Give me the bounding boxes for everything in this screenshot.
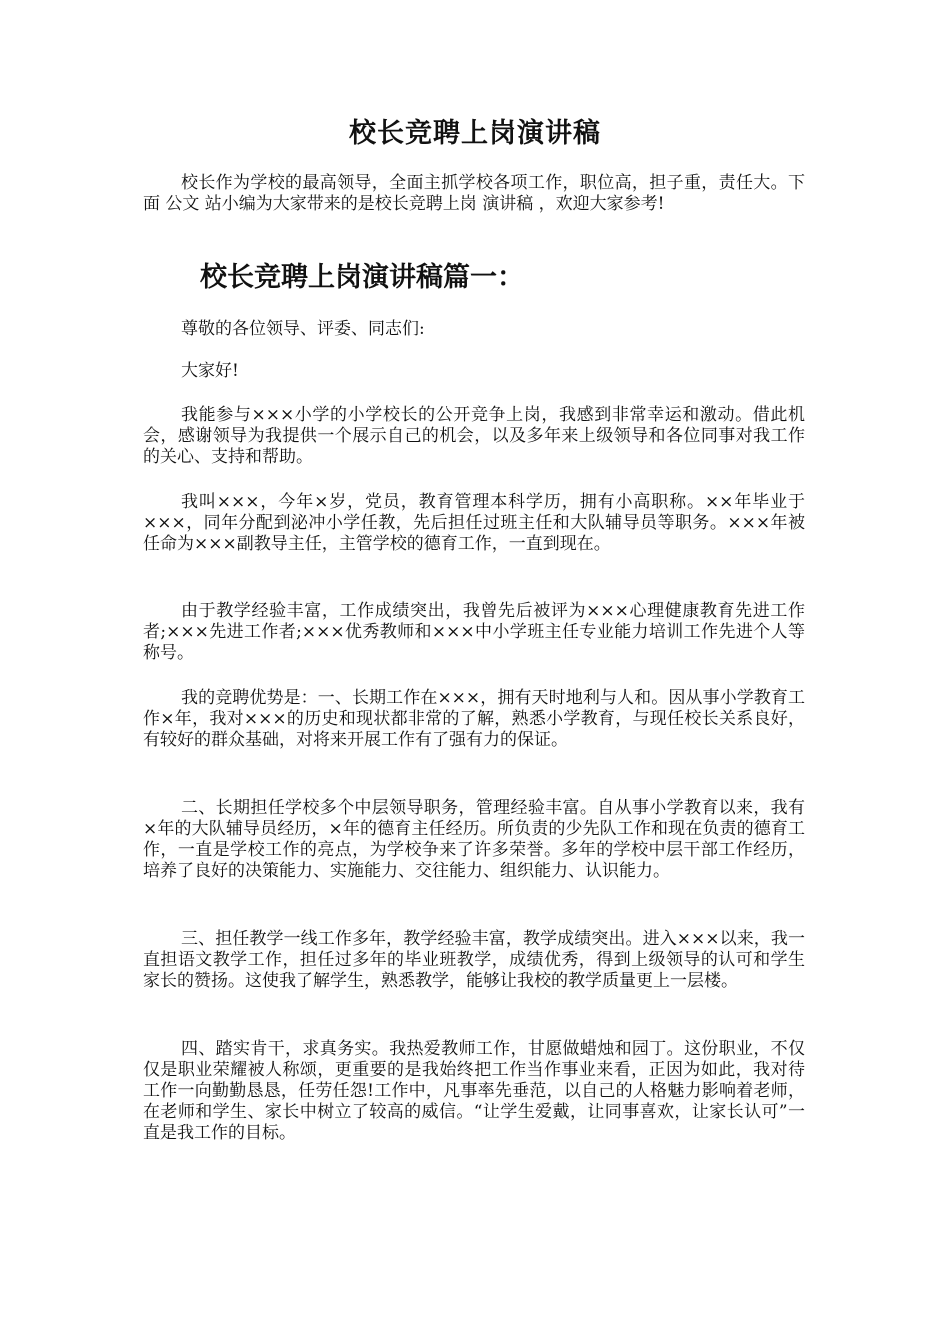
body-paragraph-3: 由于教学经验丰富，工作成绩突出，我曾先后被评为×××心理健康教育先进工作者;×××先进工作者;×××优秀教师和×××中小学班主任专业能力培训工作先进个人等称号。: [143, 601, 805, 663]
body-paragraph-5: 二、长期担任学校多个中层领导职务，管理经验丰富。自从事小学教育以来，我有×年的大队辅导员经历，×年的德育主任经历。所负责的少先队工作和现在负责的德育工作，一直是学校工作的亮点，为学校争来了许多荣誉。多年的学校中层干部工作经历，培养了良好的决策能力、实施能力、交往能力、组织能力、认识能力。: [143, 798, 805, 881]
body-paragraph-4: 我的竞聘优势是：一、长期工作在×××，拥有天时地利与人和。因从事小学教育工作×年，我对×××的历史和现状都非常的了解，熟悉小学教育，与现任校长关系良好，有较好的群众基础，对将来开展工作有了强有力的保证。: [143, 688, 805, 750]
body-paragraph-7: 四、踏实肯干，求真务实。我热爱教师工作，甘愿做蜡烛和园丁。这份职业，不仅仅是职业荣耀被人称颂，更重要的是我始终把工作当作事业来看，正因为如此，我对待工作一向勤勤恳恳，任劳任怨!工作中，凡事率先垂范，以自己的人格魅力影响着老师，在老师和学生、家长中树立了较高的威信。“让学生爱戴，让同事喜欢，让家长认可”一直是我工作的目标。: [143, 1039, 805, 1143]
greeting-paragraph: 大家好!: [181, 361, 239, 381]
intro-paragraph: 校长作为学校的最高领导，全面主抓学校各项工作，职位高，担子重，责任大。下面 公文 站小编为大家带来的是校长竞聘上岗 演讲稿 ，欢迎大家参考!: [143, 173, 805, 214]
salutation-paragraph: 尊敬的各位领导、评委、同志们:: [181, 319, 425, 339]
body-paragraph-1: 我能参与×××小学的小学校长的公开竞争上岗，我感到非常幸运和激动。借此机会，感谢领导为我提供一个展示自己的机会，以及多年来上级领导和各位同事对我工作的关心、支持和帮助。: [143, 405, 805, 467]
body-paragraph-2: 我叫×××，今年×岁，党员，教育管理本科学历，拥有小高职称。××年毕业于×××，同年分配到泌冲小学任教，先后担任过班主任和大队辅导员等职务。×××年被任命为×××副教导主任，主管学校的德育工作，一直到现在。: [143, 492, 805, 554]
document-title: 校长竞聘上岗演讲稿: [349, 118, 601, 149]
section-title: 校长竞聘上岗演讲稿篇一：: [200, 262, 524, 293]
body-paragraph-6: 三、担任教学一线工作多年，教学经验丰富，教学成绩突出。进入×××以来，我一直担语文教学工作，担任过多年的毕业班教学，成绩优秀，得到上级领导的认可和学生家长的赞扬。这使我了解学生，熟悉教学，能够让我校的教学质量更上一层楼。: [143, 929, 805, 991]
